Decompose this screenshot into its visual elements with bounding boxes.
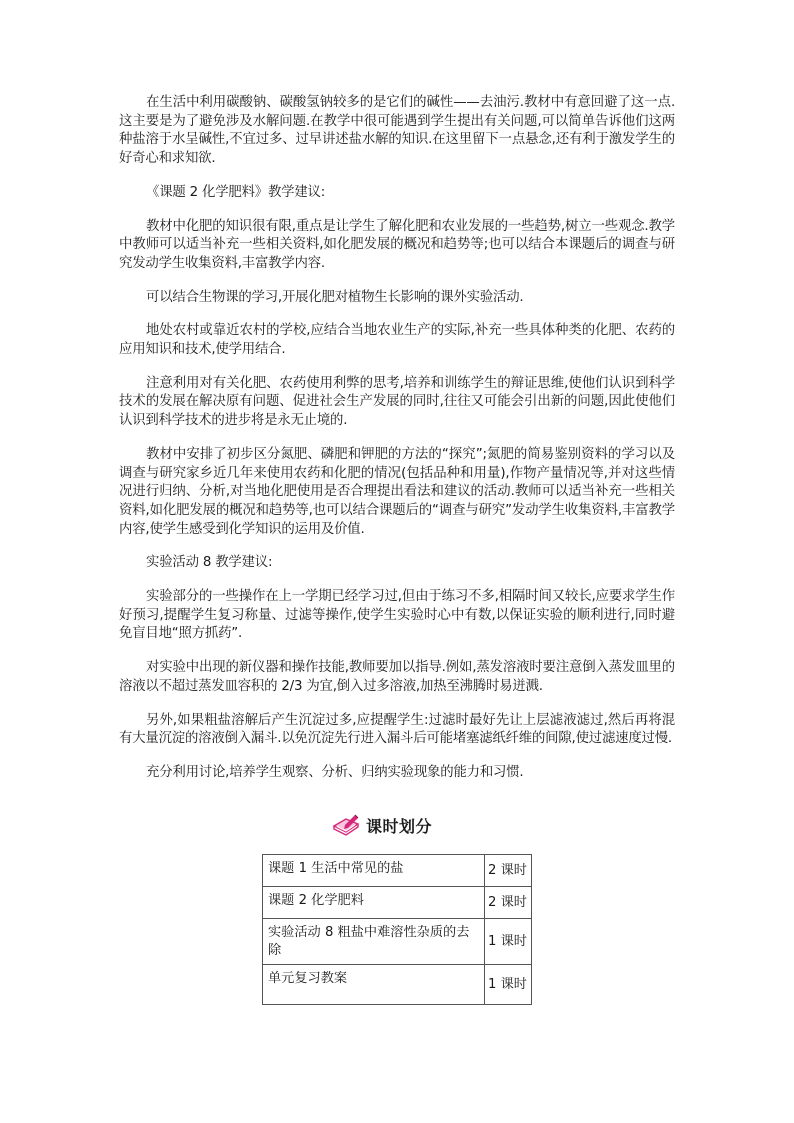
hours-cell: 2 课时	[485, 887, 532, 919]
heading-experiment8-suggestions: 实验活动 8 教学建议:	[146, 555, 273, 571]
table-row	[263, 965, 532, 1005]
table-row	[263, 855, 532, 887]
paragraph-experiment-preview: 实验部分的一些操作在上一学期已经学习过,但由于练习不多,相隔时间又较长,应要求学生作好预习,提醒学生复习称量、过滤等操作,使学生实验时心中有数,以保证实验的顺利进行,同时避免盲目地“照方抓药”.	[119, 589, 675, 642]
table-row	[263, 919, 532, 965]
body-text	[119, 94, 675, 783]
paragraph-sodium-carbonate: 在生活中利用碳酸钠、碳酸氢钠较多的是它们的碱性——去油污.教材中有意回避了这一点.这主要是为了避免涉及水解问题.在教学中很可能遇到学生提出有关问题,可以简单告诉他们这两种盐溶于水呈碱性,不宜过多、过早讲述盐水解的知识.在这里留下一点悬念,还有利于激发学生的好奇心和求知欲.	[119, 95, 675, 167]
topic-cell: 实验活动 8 粗盐中难溶性杂质的去除	[263, 919, 485, 965]
book-pencil-icon	[331, 812, 361, 838]
topic-cell: 课题 2 化学肥料	[263, 887, 485, 919]
heading-topic2-suggestions: 《课题 2 化学肥料》教学建议:	[146, 184, 326, 200]
paragraph-discussion: 充分利用讨论,培养学生观察、分析、归纳实验现象的能力和习惯.	[146, 764, 524, 780]
paragraph-biology-experiment: 可以结合生物课的学习,开展化肥对植物生长影响的课外实验活动.	[146, 289, 524, 305]
paragraph-inquiry-activities: 教材中安排了初步区分氮肥、磷肥和钾肥的方法的“探究”;氮肥的简易鉴别资料的学习以及调查与研究家乡近几年来使用农药和化肥的情况(包括品种和用量),作物产量情况等,并对这些情况进行归纳、分析,对当地化肥使用是否合理提出看法和建议的活动.教师可以适当补充一些相关资料,如化肥发展的概况和趋势等,也可以结合课题后的“调查与研究”发动学生收集资料,丰富教学内容,使学生感受到化学知识的运用及价值.	[119, 446, 675, 537]
topic-cell: 课题 1 生活中常见的盐	[263, 855, 485, 887]
lesson-schedule-table	[262, 854, 532, 1005]
paragraph-new-instruments: 对实验中出现的新仪器和操作技能,教师要加以指导.例如,蒸发溶液时要注意倒入蒸发皿里的溶液以不超过蒸发皿容积的 2/3 为宜,倒入过多溶液,加热至沸腾时易迸溅.	[119, 660, 675, 694]
hours-cell: 1 课时	[485, 965, 532, 1005]
paragraph-filtering-tip: 另外,如果粗盐溶解后产生沉淀过多,应提醒学生:过滤时最好先让上层滤液滤过,然后再将混有大量沉淀的溶液倒入漏斗.以免沉淀先行进入漏斗后可能堵塞滤纸纤维的间隙,使过滤速度过慢.	[119, 712, 675, 747]
paragraph-fertilizer-knowledge: 教材中化肥的知识很有限,重点是让学生了解化肥和农业发展的一些趋势,树立一些观念.教学中教师可以适当补充一些相关资料,如化肥发展的概况和趋势等;也可以结合本课题后的调查与研究发动学生收集资料,丰富教学内容.	[119, 218, 675, 271]
topic-cell: 单元复习教案	[263, 965, 485, 1005]
paragraph-dialectical-thinking: 注意利用对有关化肥、农药使用利弊的思考,培养和训练学生的辩证思维,使他们认识到科学技术的发展在解决原有问题、促进社会生产发展的同时,往往又可能会引出新的问题,因此使他们认识到科学技术的进步将是永无止境的.	[119, 375, 675, 429]
section-header	[0, 812, 794, 840]
table-row	[263, 887, 532, 919]
hours-cell: 2 课时	[485, 855, 532, 887]
paragraph-rural-schools: 地处农村或靠近农村的学校,应结合当地农业生产的实际,补充一些具体种类的化肥、农药的应用知识和技术,使学用结合.	[119, 323, 675, 358]
hours-cell: 1 课时	[485, 919, 532, 965]
section-title: 课时划分	[366, 817, 433, 836]
